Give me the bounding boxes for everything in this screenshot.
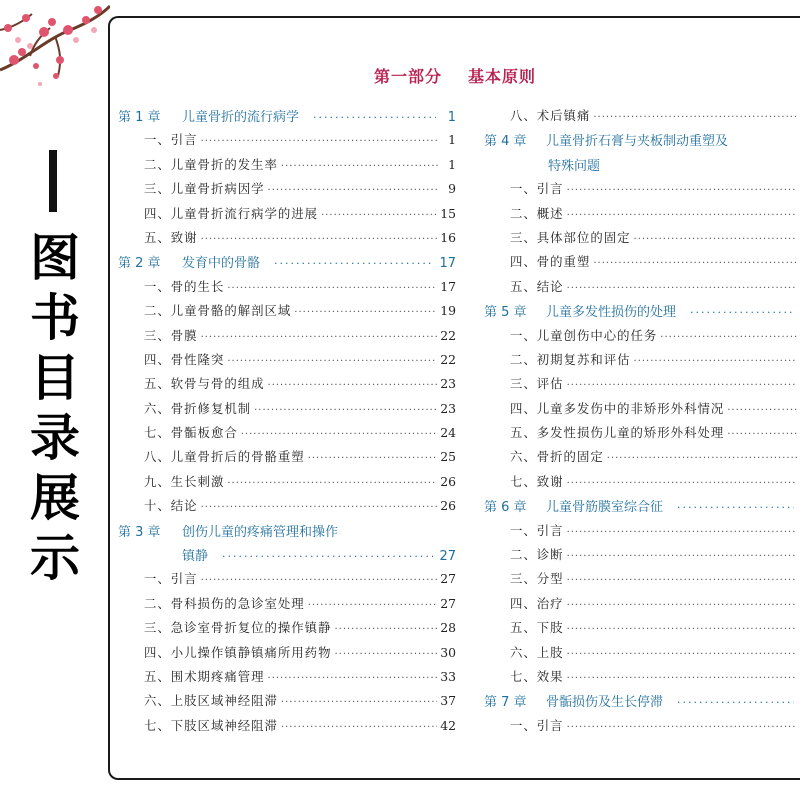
part-title-text: 基本原则 xyxy=(468,67,537,86)
section-title: 七、下肢区域神经阻滞 xyxy=(144,717,278,733)
toc-section-row xyxy=(484,374,800,398)
section-title: 三、评估 xyxy=(510,376,564,392)
leader-dots xyxy=(201,136,439,147)
page-number: 23 xyxy=(440,376,456,392)
toc-section-row xyxy=(118,228,456,252)
toc-chapter-row xyxy=(118,106,456,130)
leader-dots xyxy=(634,234,797,245)
toc-section-row xyxy=(484,545,800,569)
leader-dots xyxy=(567,575,797,586)
section-title: 三、具体部位的固定 xyxy=(510,229,631,245)
section-title: 四、小儿操作镇静镇痛所用药物 xyxy=(144,644,332,660)
toc-section-row xyxy=(484,399,800,423)
part-heading xyxy=(110,64,800,87)
leader-dots xyxy=(567,551,797,562)
toc-section-row xyxy=(118,496,456,520)
page-number: 22 xyxy=(440,351,456,367)
leader-dots xyxy=(567,527,797,538)
leader-dots xyxy=(567,722,797,733)
toc-section-row xyxy=(118,179,456,203)
section-title: 二、诊断 xyxy=(510,547,564,563)
page-number: 26 xyxy=(440,473,456,489)
page-number: 1 xyxy=(448,156,456,172)
page-number: 27 xyxy=(440,595,456,611)
chapter-title: 儿童骨折石膏与夹板制动重塑及 xyxy=(546,134,729,150)
chapter-line xyxy=(118,545,456,569)
leader-dots xyxy=(660,332,797,343)
chapter-number: 第 4 章 xyxy=(484,134,527,150)
toc-section-row xyxy=(118,716,456,740)
leader-dots xyxy=(567,380,797,391)
toc-section-row xyxy=(118,277,456,301)
section-title: 五、软骨与骨的组成 xyxy=(144,376,265,392)
page-number: 9 xyxy=(448,181,456,197)
chapter-number: 第 3 章 xyxy=(118,524,161,540)
toc-section-row xyxy=(118,691,456,715)
leader-dots xyxy=(227,356,437,367)
leader-dots xyxy=(241,429,437,440)
leader-dots xyxy=(607,453,797,464)
side-title-char: 目 xyxy=(30,349,80,407)
toc-chapter-row xyxy=(484,301,800,325)
section-title: 六、上肢 xyxy=(510,644,564,660)
toc-section-row xyxy=(484,643,800,667)
chapter-number: 第 6 章 xyxy=(484,500,527,516)
chapter-number: 第 7 章 xyxy=(484,695,527,711)
page-number: 1 xyxy=(447,110,456,125)
toc-section-row xyxy=(484,277,800,301)
toc-chapter-row xyxy=(484,691,800,715)
toc-section-row xyxy=(484,423,800,447)
toc-section-row xyxy=(118,569,456,593)
toc-section-row xyxy=(484,594,800,618)
toc-section-row xyxy=(484,472,800,496)
side-title-char: 书 xyxy=(30,289,80,347)
side-title xyxy=(20,228,90,588)
leader-dots xyxy=(321,210,437,221)
section-title: 二、概述 xyxy=(510,205,564,221)
toc-section-row xyxy=(118,350,456,374)
leader-dots xyxy=(334,624,437,635)
section-title: 二、骨科损伤的急诊室处理 xyxy=(144,595,305,611)
section-title: 一、引言 xyxy=(510,717,564,733)
toc-section-row xyxy=(484,326,800,350)
section-title: 四、骨的重塑 xyxy=(510,254,591,270)
section-title: 四、儿童骨折流行病学的进展 xyxy=(144,205,319,221)
toc-section-row xyxy=(118,155,456,179)
section-title: 五、下肢 xyxy=(510,620,564,636)
leader-dots xyxy=(274,257,433,270)
toc-chapter-row xyxy=(118,521,456,570)
page-number: 33 xyxy=(440,669,456,684)
section-title: 五、多发性损伤儿童的矫形外科处理 xyxy=(510,425,725,441)
section-title: 一、儿童创伤中心的任务 xyxy=(510,327,658,343)
chapter-line xyxy=(118,521,338,545)
toc-section-row xyxy=(484,106,800,130)
toc-section-row xyxy=(484,204,800,228)
leader-dots xyxy=(593,258,797,269)
toc-section-row xyxy=(484,716,800,740)
toc-section-row xyxy=(118,472,456,496)
chapter-line xyxy=(484,130,728,154)
section-title: 二、儿童骨骼的解剖区域 xyxy=(144,303,292,319)
page-number: 25 xyxy=(440,449,456,465)
leader-dots xyxy=(567,185,797,196)
leader-dots xyxy=(201,502,438,513)
toc-section-row xyxy=(484,521,800,545)
section-title: 五、围术期疼痛管理 xyxy=(144,669,265,684)
section-title: 六、骨折的固定 xyxy=(510,449,604,465)
toc-chapter-row xyxy=(118,252,456,276)
page-number: 42 xyxy=(440,717,456,733)
toc-section-row xyxy=(118,423,456,447)
chapter-title: 骨骺损伤及生长停滞 xyxy=(546,695,664,711)
leader-dots xyxy=(634,356,797,367)
toc-section-row xyxy=(118,374,456,398)
toc-section-row xyxy=(118,667,456,691)
leader-dots xyxy=(308,453,438,464)
leader-dots xyxy=(593,112,797,123)
chapter-title: 儿童骨筋膜室综合征 xyxy=(546,500,664,516)
side-title-char: 图 xyxy=(30,229,80,287)
side-accent-bar xyxy=(49,150,57,212)
page-number: 26 xyxy=(440,498,456,514)
page-number: 37 xyxy=(440,693,456,709)
leader-dots xyxy=(567,210,797,221)
chapter-line xyxy=(484,155,800,179)
toc-section-row xyxy=(118,447,456,471)
side-title-char: 示 xyxy=(30,529,80,587)
toc-right-column xyxy=(484,106,800,740)
leader-dots xyxy=(567,649,797,660)
leader-dots xyxy=(268,673,438,684)
toc-left-column xyxy=(118,106,456,740)
toc-section-row xyxy=(118,399,456,423)
page-number: 19 xyxy=(440,303,456,319)
toc-page xyxy=(108,16,800,780)
chapter-title: 儿童多发性损伤的处理 xyxy=(546,305,677,321)
section-title: 五、结论 xyxy=(510,278,564,294)
leader-dots xyxy=(294,307,437,318)
leader-dots xyxy=(334,649,437,660)
section-title: 三、分型 xyxy=(510,571,564,587)
leader-dots xyxy=(727,429,797,440)
section-title: 一、引言 xyxy=(144,132,198,148)
leader-dots xyxy=(227,478,437,489)
page-number: 15 xyxy=(440,205,456,221)
toc-chapter-row xyxy=(484,496,800,520)
toc-section-row xyxy=(484,350,800,374)
leader-dots xyxy=(313,111,436,124)
page-number: 1 xyxy=(448,132,456,148)
page-number: 22 xyxy=(440,327,456,343)
section-title: 十、结论 xyxy=(144,498,198,514)
leader-dots xyxy=(281,697,437,708)
page-number: 17 xyxy=(439,256,456,272)
side-title-char: 展 xyxy=(30,469,80,527)
section-title: 四、骨性隆突 xyxy=(144,351,225,367)
toc-section-row xyxy=(118,594,456,618)
toc-section-row xyxy=(484,447,800,471)
page-number: 16 xyxy=(440,229,456,245)
page-number: 24 xyxy=(440,425,456,441)
section-title: 二、儿童骨折的发生率 xyxy=(144,156,278,172)
leader-dots xyxy=(268,185,439,196)
section-title: 六、骨折修复机制 xyxy=(144,400,252,416)
leader-dots xyxy=(308,600,438,611)
section-title: 四、儿童多发伤中的非矫形外科情况 xyxy=(510,400,725,416)
toc-section-row xyxy=(118,130,456,154)
leader-dots xyxy=(281,722,437,733)
page-number: 27 xyxy=(439,549,456,565)
toc-section-row xyxy=(484,252,800,276)
section-title: 六、上肢区域神经阻滞 xyxy=(144,693,278,709)
section-title: 九、生长刺激 xyxy=(144,473,225,489)
section-title: 八、儿童骨折后的骨骼重塑 xyxy=(144,449,305,465)
leader-dots xyxy=(690,306,794,319)
side-title-char: 录 xyxy=(30,409,80,467)
leader-dots xyxy=(201,234,438,245)
chapter-number: 第 2 章 xyxy=(118,256,161,272)
leader-dots xyxy=(201,332,438,343)
leader-dots xyxy=(201,575,438,586)
section-title: 一、引言 xyxy=(510,522,564,538)
section-title: 三、骨膜 xyxy=(144,327,198,343)
leader-dots xyxy=(222,550,433,563)
section-title: 四、治疗 xyxy=(510,595,564,611)
chapter-number: 第 5 章 xyxy=(484,305,527,321)
leader-dots xyxy=(567,600,797,611)
page-number: 28 xyxy=(440,620,456,636)
toc-section-row xyxy=(484,667,800,691)
section-title: 一、骨的生长 xyxy=(144,278,225,294)
toc-chapter-row xyxy=(484,130,800,179)
part-label: 第一部分 xyxy=(373,67,442,86)
chapter-title: 儿童骨折的流行病学 xyxy=(182,110,300,125)
section-title: 五、致谢 xyxy=(144,229,198,245)
page-number: 30 xyxy=(440,644,456,660)
leader-dots xyxy=(254,405,437,416)
toc-section-row xyxy=(484,179,800,203)
section-title: 一、引言 xyxy=(144,571,198,587)
plum-blossom-branch xyxy=(0,0,110,110)
section-title: 七、效果 xyxy=(510,669,564,684)
leader-dots xyxy=(281,161,439,172)
leader-dots xyxy=(268,380,438,391)
page-number: 23 xyxy=(440,400,456,416)
toc-section-row xyxy=(118,643,456,667)
section-title: 八、术后镇痛 xyxy=(510,108,591,123)
leader-dots xyxy=(727,405,797,416)
page-number: 17 xyxy=(440,278,456,294)
toc-section-row xyxy=(118,618,456,642)
leader-dots xyxy=(567,673,797,684)
toc-section-row xyxy=(118,204,456,228)
section-title: 七、致谢 xyxy=(510,473,564,489)
chapter-title: 创伤儿童的疼痛管理和操作 xyxy=(182,524,339,540)
leader-dots xyxy=(227,283,437,294)
leader-dots xyxy=(567,478,797,489)
toc-section-row xyxy=(484,569,800,593)
section-title: 二、初期复苏和评估 xyxy=(510,351,631,367)
page-number: 27 xyxy=(440,571,456,587)
section-title: 三、儿童骨折病因学 xyxy=(144,181,265,197)
section-title: 三、急诊室骨折复位的操作镇静 xyxy=(144,620,332,636)
leader-dots xyxy=(567,624,797,635)
section-title: 七、骨骺板愈合 xyxy=(144,425,238,441)
toc-section-row xyxy=(118,301,456,325)
chapter-number: 第 1 章 xyxy=(118,110,161,125)
section-title: 一、引言 xyxy=(510,181,564,197)
toc-section-row xyxy=(118,326,456,350)
chapter-title-continued: 镇静 xyxy=(182,549,209,565)
leader-dots xyxy=(677,501,794,514)
toc-section-row xyxy=(484,228,800,252)
leader-dots xyxy=(567,283,797,294)
leader-dots xyxy=(677,696,794,709)
toc-section-row xyxy=(484,618,800,642)
chapter-title: 发育中的骨骼 xyxy=(182,256,261,272)
chapter-title-continued: 特殊问题 xyxy=(548,158,601,174)
